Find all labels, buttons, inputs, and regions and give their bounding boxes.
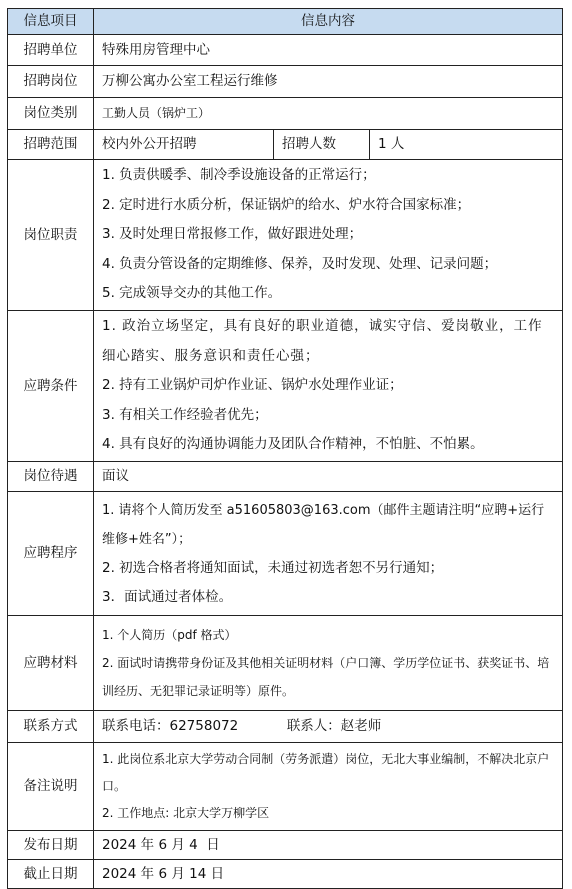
procedure-item: 1. 请将个人简历发至 a51605803@163.com（邮件主题请注明“应聘+运行维修+姓名”）； bbox=[102, 502, 545, 547]
contact-label: 联系方式 bbox=[8, 711, 94, 743]
row-publish bbox=[8, 831, 563, 860]
procedure-item: 3．面试通过者体检。 bbox=[102, 588, 233, 605]
materials-label: 应聘材料 bbox=[8, 616, 94, 711]
treatment-value: 面议 bbox=[94, 462, 563, 492]
row-remarks bbox=[8, 743, 563, 831]
contact-phone: 联系电话：62758072 bbox=[102, 718, 239, 735]
material-item: 2. 面试时请携带身份证及其他相关证明材料（户口簿、学历学位证书、获奖证书、培训经历、无犯罪记录证明等）原件。 bbox=[102, 656, 550, 698]
row-materials bbox=[8, 616, 563, 711]
count-label: 招聘人数 bbox=[274, 130, 370, 160]
publish-label: 发布日期 bbox=[8, 831, 94, 860]
remarks-list bbox=[94, 743, 563, 831]
unit-label: 招聘单位 bbox=[8, 35, 94, 66]
requirements-list bbox=[94, 311, 563, 462]
scope-value: 校内外公开招聘 bbox=[94, 130, 274, 160]
header-content: 信息内容 bbox=[94, 9, 563, 35]
row-unit bbox=[8, 35, 563, 66]
row-category bbox=[8, 98, 563, 130]
contact-value bbox=[94, 711, 563, 743]
category-value: 工勤人员（锅炉工） bbox=[94, 98, 563, 130]
requirements-label: 应聘条件 bbox=[8, 311, 94, 462]
row-contact bbox=[8, 711, 563, 743]
treatment-label: 岗位待遇 bbox=[8, 462, 94, 492]
requirement-item: 3. 有相关工作经验者优先； bbox=[102, 406, 268, 423]
category-label: 岗位类别 bbox=[8, 98, 94, 130]
requirement-item: 4. 具有良好的沟通协调能力及团队合作精神，不怕脏、不怕累。 bbox=[102, 436, 484, 453]
duty-item: 5. 完成领导交办的其他工作。 bbox=[102, 285, 282, 302]
procedure-list bbox=[94, 492, 563, 616]
procedure-label: 应聘程序 bbox=[8, 492, 94, 616]
duties-list bbox=[94, 160, 563, 311]
materials-list bbox=[94, 616, 563, 711]
row-position bbox=[8, 66, 563, 98]
duty-item: 3. 及时处理日常报修工作，做好跟进处理； bbox=[102, 226, 363, 243]
duty-item: 1. 负责供暖季、制冷季设施设备的正常运行； bbox=[102, 167, 376, 184]
remarks-label: 备注说明 bbox=[8, 743, 94, 831]
job-posting-table bbox=[7, 8, 563, 889]
row-deadline bbox=[8, 860, 563, 889]
procedure-item: 2. 初选合格者将通知面试，未通过初选者恕不另行通知； bbox=[102, 559, 444, 576]
scope-label: 招聘范围 bbox=[8, 130, 94, 160]
header-row bbox=[8, 9, 563, 35]
duty-item: 2. 定时进行水质分析，保证锅炉的给水、炉水符合国家标准； bbox=[102, 196, 471, 213]
requirement-item: 2. 持有工业锅炉司炉作业证、锅炉水处理作业证； bbox=[102, 377, 403, 394]
row-procedure bbox=[8, 492, 563, 616]
duties-label: 岗位职责 bbox=[8, 160, 94, 311]
position-value: 万柳公寓办公室工程运行维修 bbox=[94, 66, 563, 98]
count-value: 1 人 bbox=[370, 130, 563, 160]
contact-person: 联系人：赵老师 bbox=[286, 718, 382, 735]
row-scope bbox=[8, 130, 563, 160]
remark-item: 2. 工作地点: 北京大学万柳学区 bbox=[102, 806, 270, 820]
deadline-value: 2024 年 6 月 14 日 bbox=[94, 860, 563, 889]
duty-item: 4. 负责分管设备的定期维修、保养，及时发现、处理、记录问题； bbox=[102, 255, 498, 272]
row-treatment bbox=[8, 462, 563, 492]
material-item: 1. 个人简历（pdf 格式） bbox=[102, 628, 237, 642]
unit-value: 特殊用房管理中心 bbox=[94, 35, 563, 66]
remark-item: 1. 此岗位系北京大学劳动合同制（劳务派遣）岗位，无北大事业编制，不解决北京户口。 bbox=[102, 752, 550, 793]
header-item: 信息项目 bbox=[8, 9, 94, 35]
deadline-label: 截止日期 bbox=[8, 860, 94, 889]
position-label: 招聘岗位 bbox=[8, 66, 94, 98]
publish-value: 2024 年 6 月 4 日 bbox=[94, 831, 563, 860]
requirement-item: 1. 政治立场坚定，具有良好的职业道德，诚实守信、爱岗敬业，工作细心踏实、服务意识和责任心强； bbox=[102, 318, 543, 364]
row-requirements bbox=[8, 311, 563, 462]
row-duties bbox=[8, 160, 563, 311]
